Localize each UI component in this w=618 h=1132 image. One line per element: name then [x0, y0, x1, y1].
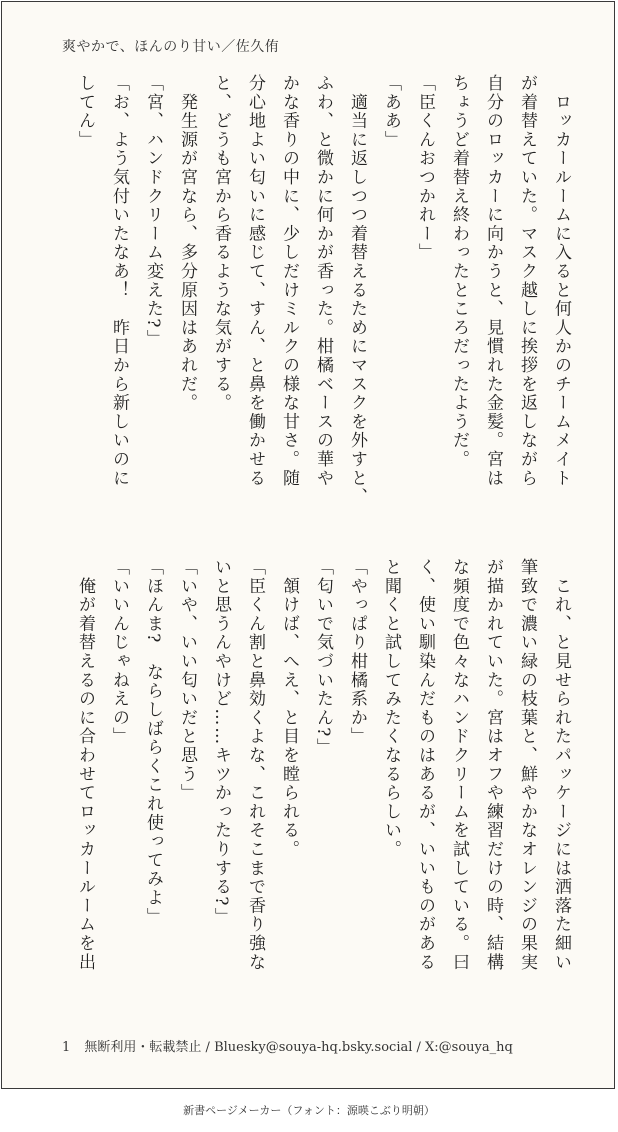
text-column: 「いいんじゃねえの」: [109, 558, 129, 746]
text-column: な頻度で色々なハンドクリームを試している。曰: [449, 558, 469, 972]
page-title: 爽やかで、ほんのり甘い／佐久侑: [62, 39, 280, 55]
text-column: 分心地よい匂いに感じて、すん、と鼻を働かせる: [245, 74, 265, 488]
text-column: 「匂いで気づいたん?」: [313, 558, 333, 757]
text-column: 俺が着替えるのに合わせてロッカールームを出: [75, 558, 95, 972]
generator-caption: 新書ページメーカー（フォント：源暎こぶり明朝）: [183, 1104, 435, 1117]
text-column: 発生源が宮なら、多分原因はあれだ。: [177, 74, 197, 413]
text-column: 「お、よう気付いたなあ！ 昨日から新しいのに: [109, 74, 129, 488]
text-column: 「やっぱり柑橘系か」: [347, 558, 367, 746]
text-column: と、どうも宮から香るような気がする。: [211, 74, 231, 413]
copyright-notice: 無断利用・転載禁止 / Bluesky@souya-hq.bsky.social / X:@souya_hq: [84, 1040, 513, 1055]
text-column: 筆致で濃い緑の枝葉と、鮮やかなオレンジの果実: [517, 558, 537, 972]
text-column: かな香りの中に、少しだけミルクの様な甘さ。随: [279, 74, 299, 488]
text-column: ふわ、と微かに何かが香った。柑橘ベースの華や: [313, 74, 333, 488]
text-column: 「ああ」: [381, 74, 401, 150]
text-column: 「宮、ハンドクリーム変えた?」: [143, 74, 163, 349]
page-footer: [62, 1036, 513, 1055]
text-column: 「臣くん割と鼻効くよな、これそこまで香り強な: [245, 558, 265, 972]
text-column: 「臣くんおつかれー」: [415, 74, 435, 262]
text-column: が描かれていた。宮はオフや練習だけの時、結構: [483, 558, 503, 972]
text-column: これ、と見せられたパッケージには洒落た細い: [551, 558, 571, 972]
book-page: [1, 1, 615, 1089]
text-column: いと思うんやけど……キツかったりする?」: [211, 558, 231, 927]
text-column: 「ほんま? ならしばらくこれ使ってみよ」: [143, 558, 163, 927]
text-column: ちょうど着替え終わったところだったようだ。: [449, 74, 469, 469]
text-column: と聞くと試してみたくなるらしい。: [381, 558, 401, 859]
text-column: ロッカールームに入ると何人かのチームメイト: [551, 74, 571, 488]
text-column: 頷けば、へえ、と目を瞠られる。: [279, 558, 299, 859]
text-column: 「いや、いい匂いだと思う」: [177, 558, 197, 803]
text-column: 適当に返しつつ着替えるためにマスクを外すと、: [347, 74, 367, 507]
text-column: く、使い馴染んだものはあるが、いいものがある: [415, 558, 435, 972]
page-number: 1: [62, 1040, 71, 1055]
text-column: 自分のロッカーに向かうと、見慣れた金髪。宮は: [483, 74, 503, 488]
text-column: が着替えていた。マスク越しに挨拶を返しながら: [517, 74, 537, 488]
text-column: してん」: [75, 74, 95, 150]
